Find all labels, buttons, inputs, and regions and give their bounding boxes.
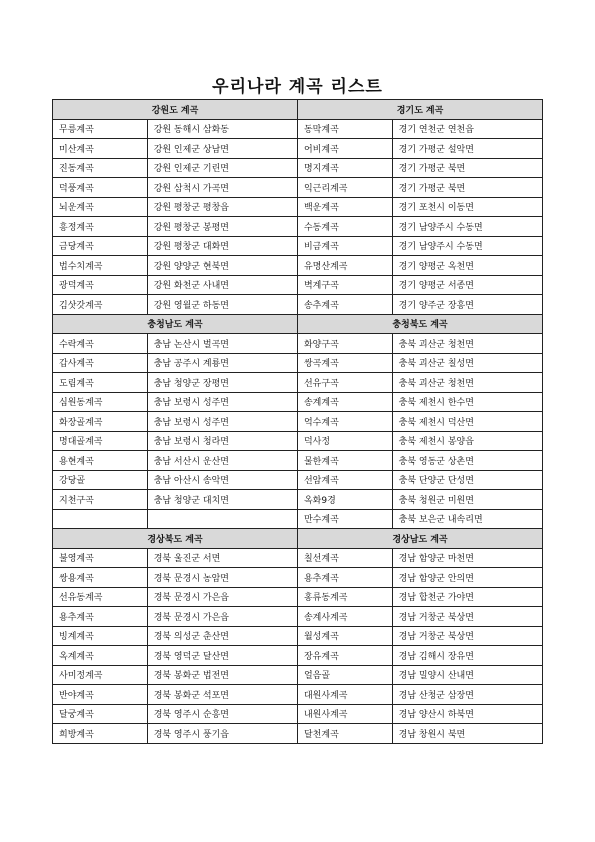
valley-location-cell: 충남 청양군 대치면 bbox=[147, 490, 297, 510]
valley-location-cell: 경북 영덕군 달산면 bbox=[147, 646, 297, 666]
table-row bbox=[53, 412, 543, 432]
valley-name-cell: 선유동계곡 bbox=[53, 587, 148, 607]
table-row bbox=[53, 295, 543, 315]
valley-name-cell: 명지계곡 bbox=[297, 158, 392, 178]
valley-location-cell: 경기 연천군 연천읍 bbox=[392, 119, 542, 139]
valley-name-cell: 유명산계곡 bbox=[297, 256, 392, 276]
valley-location-cell: 충남 아산시 송악면 bbox=[147, 470, 297, 490]
page-title: 우리나라 계곡 리스트 bbox=[212, 77, 383, 97]
valley-location-cell: 경기 가평군 설악면 bbox=[392, 139, 542, 159]
valley-name-cell: 덕풍계곡 bbox=[53, 178, 148, 198]
valley-location-cell: 강원 삼척시 가곡면 bbox=[147, 178, 297, 198]
valley-location-cell: 경북 문경시 가은읍 bbox=[147, 587, 297, 607]
valley-name-cell: 용추계곡 bbox=[297, 568, 392, 588]
valley-location-cell: 강원 동해시 삼화동 bbox=[147, 119, 297, 139]
valley-name-cell: 옥계계곡 bbox=[53, 646, 148, 666]
valley-location-cell: 경북 봉화군 석포면 bbox=[147, 685, 297, 705]
valley-location-cell: 강원 영월군 하동면 bbox=[147, 295, 297, 315]
valley-name-cell: 칠선계곡 bbox=[297, 548, 392, 568]
valley-name-cell: 수락계곡 bbox=[53, 334, 148, 354]
valley-name-cell: 선유구곡 bbox=[297, 373, 392, 393]
valley-location-cell: 경남 함양군 안의면 bbox=[392, 568, 542, 588]
valley-name-cell: 덕사정 bbox=[297, 431, 392, 451]
valley-location-cell: 강원 평창군 봉평면 bbox=[147, 217, 297, 237]
valley-name-cell: 만수계곡 bbox=[297, 509, 392, 529]
valley-name-cell: 진동계곡 bbox=[53, 158, 148, 178]
valley-name-cell: 강당골 bbox=[53, 470, 148, 490]
valley-name-cell: 어비계곡 bbox=[297, 139, 392, 159]
valley-location-cell: 경남 합천군 가야면 bbox=[392, 587, 542, 607]
valley-location-cell: 경북 의성군 춘산면 bbox=[147, 626, 297, 646]
valley-name-cell: 김삿갓계곡 bbox=[53, 295, 148, 315]
valley-name-cell: 불영계곡 bbox=[53, 548, 148, 568]
valley-name-cell: 광덕계곡 bbox=[53, 275, 148, 295]
valley-location-cell: 충북 영동군 상촌면 bbox=[392, 451, 542, 471]
valley-name-cell: 홍류동계곡 bbox=[297, 587, 392, 607]
table-row bbox=[53, 197, 543, 217]
table-row bbox=[53, 509, 543, 529]
valley-name-cell: 백운계곡 bbox=[297, 197, 392, 217]
valley-location-cell: 경남 산청군 삼장면 bbox=[392, 685, 542, 705]
valley-name-cell: 달천계곡 bbox=[297, 724, 392, 744]
region-header-row bbox=[53, 314, 543, 334]
valley-location-cell: 경북 영주시 순흥면 bbox=[147, 704, 297, 724]
valley-name-cell: 장유계곡 bbox=[297, 646, 392, 666]
region-header-right: 경상남도 계곡 bbox=[297, 529, 542, 549]
valley-location-cell: 충북 제천시 봉양읍 bbox=[392, 431, 542, 451]
valley-name-cell: 내원사계곡 bbox=[297, 704, 392, 724]
valley-name-cell: 금당계곡 bbox=[53, 236, 148, 256]
table-row bbox=[53, 236, 543, 256]
valley-location-cell: 경북 문경시 가은읍 bbox=[147, 607, 297, 627]
valley-name-cell: 수동계곡 bbox=[297, 217, 392, 237]
valley-name-cell: 익근리계곡 bbox=[297, 178, 392, 198]
table-row bbox=[53, 607, 543, 627]
valley-location-cell: 경기 가평군 북면 bbox=[392, 178, 542, 198]
valley-location-cell: 충남 청양군 장평면 bbox=[147, 373, 297, 393]
valley-location-cell: 강원 화천군 사내면 bbox=[147, 275, 297, 295]
valley-name-cell: 쌍용계곡 bbox=[53, 568, 148, 588]
valley-location-cell: 강원 평창군 평창읍 bbox=[147, 197, 297, 217]
table-row bbox=[53, 548, 543, 568]
valley-name-cell: 물한계곡 bbox=[297, 451, 392, 471]
valley-location-cell: 경북 울진군 서면 bbox=[147, 548, 297, 568]
valley-location-cell: 충북 괴산군 칠성면 bbox=[392, 353, 542, 373]
table-row bbox=[53, 353, 543, 373]
valley-location-cell: 경기 양평군 옥천면 bbox=[392, 256, 542, 276]
valley-location-cell: 충북 괴산군 청천면 bbox=[392, 334, 542, 354]
valley-name-cell: 선암계곡 bbox=[297, 470, 392, 490]
valley-location-cell: 강원 인제군 기린면 bbox=[147, 158, 297, 178]
valley-location-cell: 충북 보은군 내속리면 bbox=[392, 509, 542, 529]
valley-location-cell: 경기 남양주시 수동면 bbox=[392, 236, 542, 256]
valley-location-cell: 충북 제천시 한수면 bbox=[392, 392, 542, 412]
table-row bbox=[53, 451, 543, 471]
valley-location-cell: 경남 함양군 마천면 bbox=[392, 548, 542, 568]
valley-name-cell: 송추계곡 bbox=[297, 295, 392, 315]
valley-location-cell: 강원 인제군 상남면 bbox=[147, 139, 297, 159]
table-row bbox=[53, 704, 543, 724]
table-row bbox=[53, 724, 543, 744]
valley-location-cell: 경남 창원시 북면 bbox=[392, 724, 542, 744]
valley-location-cell: 충북 청원군 미원면 bbox=[392, 490, 542, 510]
valley-name-cell: 빙계계곡 bbox=[53, 626, 148, 646]
valley-name-cell: 비금계곡 bbox=[297, 236, 392, 256]
region-header-row bbox=[53, 100, 543, 120]
region-header-right: 경기도 계곡 bbox=[297, 100, 542, 120]
valley-name-cell bbox=[53, 509, 148, 529]
valley-name-cell: 송계사계곡 bbox=[297, 607, 392, 627]
valley-name-cell: 억수계곡 bbox=[297, 412, 392, 432]
valley-name-cell: 송계계곡 bbox=[297, 392, 392, 412]
valley-name-cell: 명대골계곡 bbox=[53, 431, 148, 451]
valley-location-cell: 충남 서산시 운산면 bbox=[147, 451, 297, 471]
table-row bbox=[53, 139, 543, 159]
valley-location-cell: 경남 김해시 장유면 bbox=[392, 646, 542, 666]
valley-location-cell: 강원 평창군 대화면 bbox=[147, 236, 297, 256]
valley-name-cell: 도림계곡 bbox=[53, 373, 148, 393]
valley-location-cell: 경기 남양주시 수동면 bbox=[392, 217, 542, 237]
valley-location-cell: 충남 보령시 성주면 bbox=[147, 392, 297, 412]
valley-name-cell: 뇌운계곡 bbox=[53, 197, 148, 217]
valley-name-cell: 흥정계곡 bbox=[53, 217, 148, 237]
valley-name-cell: 미산계곡 bbox=[53, 139, 148, 159]
valley-name-cell: 월성계곡 bbox=[297, 626, 392, 646]
region-header-row bbox=[53, 529, 543, 549]
valley-location-cell: 충북 제천시 덕산면 bbox=[392, 412, 542, 432]
valley-name-cell: 얼음골 bbox=[297, 665, 392, 685]
table-row bbox=[53, 334, 543, 354]
valley-name-cell: 옥화9경 bbox=[297, 490, 392, 510]
table-row bbox=[53, 178, 543, 198]
valley-location-cell: 충남 보령시 청라면 bbox=[147, 431, 297, 451]
valley-location-cell: 경북 문경시 농암면 bbox=[147, 568, 297, 588]
table-row bbox=[53, 665, 543, 685]
table-row bbox=[53, 373, 543, 393]
table-row bbox=[53, 470, 543, 490]
valley-location-cell: 충남 논산시 벌곡면 bbox=[147, 334, 297, 354]
valley-location-cell: 충북 괴산군 청천면 bbox=[392, 373, 542, 393]
valley-name-cell: 희방계곡 bbox=[53, 724, 148, 744]
table-row bbox=[53, 217, 543, 237]
valley-name-cell: 용현계곡 bbox=[53, 451, 148, 471]
valley-location-cell: 경남 밀양시 산내면 bbox=[392, 665, 542, 685]
valley-name-cell: 화양구곡 bbox=[297, 334, 392, 354]
valley-name-cell: 사미정계곡 bbox=[53, 665, 148, 685]
table-row bbox=[53, 685, 543, 705]
valley-table-body bbox=[53, 100, 543, 744]
valley-location-cell: 충남 보령시 성주면 bbox=[147, 412, 297, 432]
valley-location-cell: 경기 포천시 이동면 bbox=[392, 197, 542, 217]
valley-location-cell: 경북 영주시 풍기읍 bbox=[147, 724, 297, 744]
region-header-left: 경상북도 계곡 bbox=[53, 529, 298, 549]
valley-location-cell: 경남 양산시 하북면 bbox=[392, 704, 542, 724]
table-row bbox=[53, 626, 543, 646]
valley-location-cell: 충북 단양군 단성면 bbox=[392, 470, 542, 490]
valley-location-cell: 경기 양주군 장흥면 bbox=[392, 295, 542, 315]
valley-name-cell: 무릉계곡 bbox=[53, 119, 148, 139]
valley-name-cell: 쌍곡계곡 bbox=[297, 353, 392, 373]
table-row bbox=[53, 431, 543, 451]
valley-location-cell: 경북 봉화군 법전면 bbox=[147, 665, 297, 685]
valley-name-cell: 갑사계곡 bbox=[53, 353, 148, 373]
valley-location-cell: 경기 가평군 북면 bbox=[392, 158, 542, 178]
valley-name-cell: 심원동계곡 bbox=[53, 392, 148, 412]
table-row bbox=[53, 158, 543, 178]
valley-table bbox=[52, 99, 543, 744]
valley-name-cell: 벽계구곡 bbox=[297, 275, 392, 295]
table-row bbox=[53, 392, 543, 412]
table-row bbox=[53, 256, 543, 276]
valley-name-cell: 달궁계곡 bbox=[53, 704, 148, 724]
table-row bbox=[53, 275, 543, 295]
table-row bbox=[53, 568, 543, 588]
valley-location-cell: 경남 거창군 북상면 bbox=[392, 607, 542, 627]
region-header-left: 강원도 계곡 bbox=[53, 100, 298, 120]
valley-name-cell: 동막계곡 bbox=[297, 119, 392, 139]
table-row bbox=[53, 646, 543, 666]
valley-name-cell: 대원사계곡 bbox=[297, 685, 392, 705]
valley-location-cell: 경남 거창군 북상면 bbox=[392, 626, 542, 646]
table-row bbox=[53, 490, 543, 510]
table-row bbox=[53, 119, 543, 139]
valley-location-cell: 충남 공주시 계룡면 bbox=[147, 353, 297, 373]
region-header-left: 충청남도 계곡 bbox=[53, 314, 298, 334]
valley-location-cell bbox=[147, 509, 297, 529]
valley-name-cell: 용추계곡 bbox=[53, 607, 148, 627]
valley-location-cell: 경기 양평군 서종면 bbox=[392, 275, 542, 295]
valley-name-cell: 지천구곡 bbox=[53, 490, 148, 510]
valley-location-cell: 강원 양양군 현북면 bbox=[147, 256, 297, 276]
valley-name-cell: 화장골계곡 bbox=[53, 412, 148, 432]
valley-name-cell: 법수치계곡 bbox=[53, 256, 148, 276]
table-row bbox=[53, 587, 543, 607]
valley-name-cell: 반야계곡 bbox=[53, 685, 148, 705]
region-header-right: 충청북도 계곡 bbox=[297, 314, 542, 334]
